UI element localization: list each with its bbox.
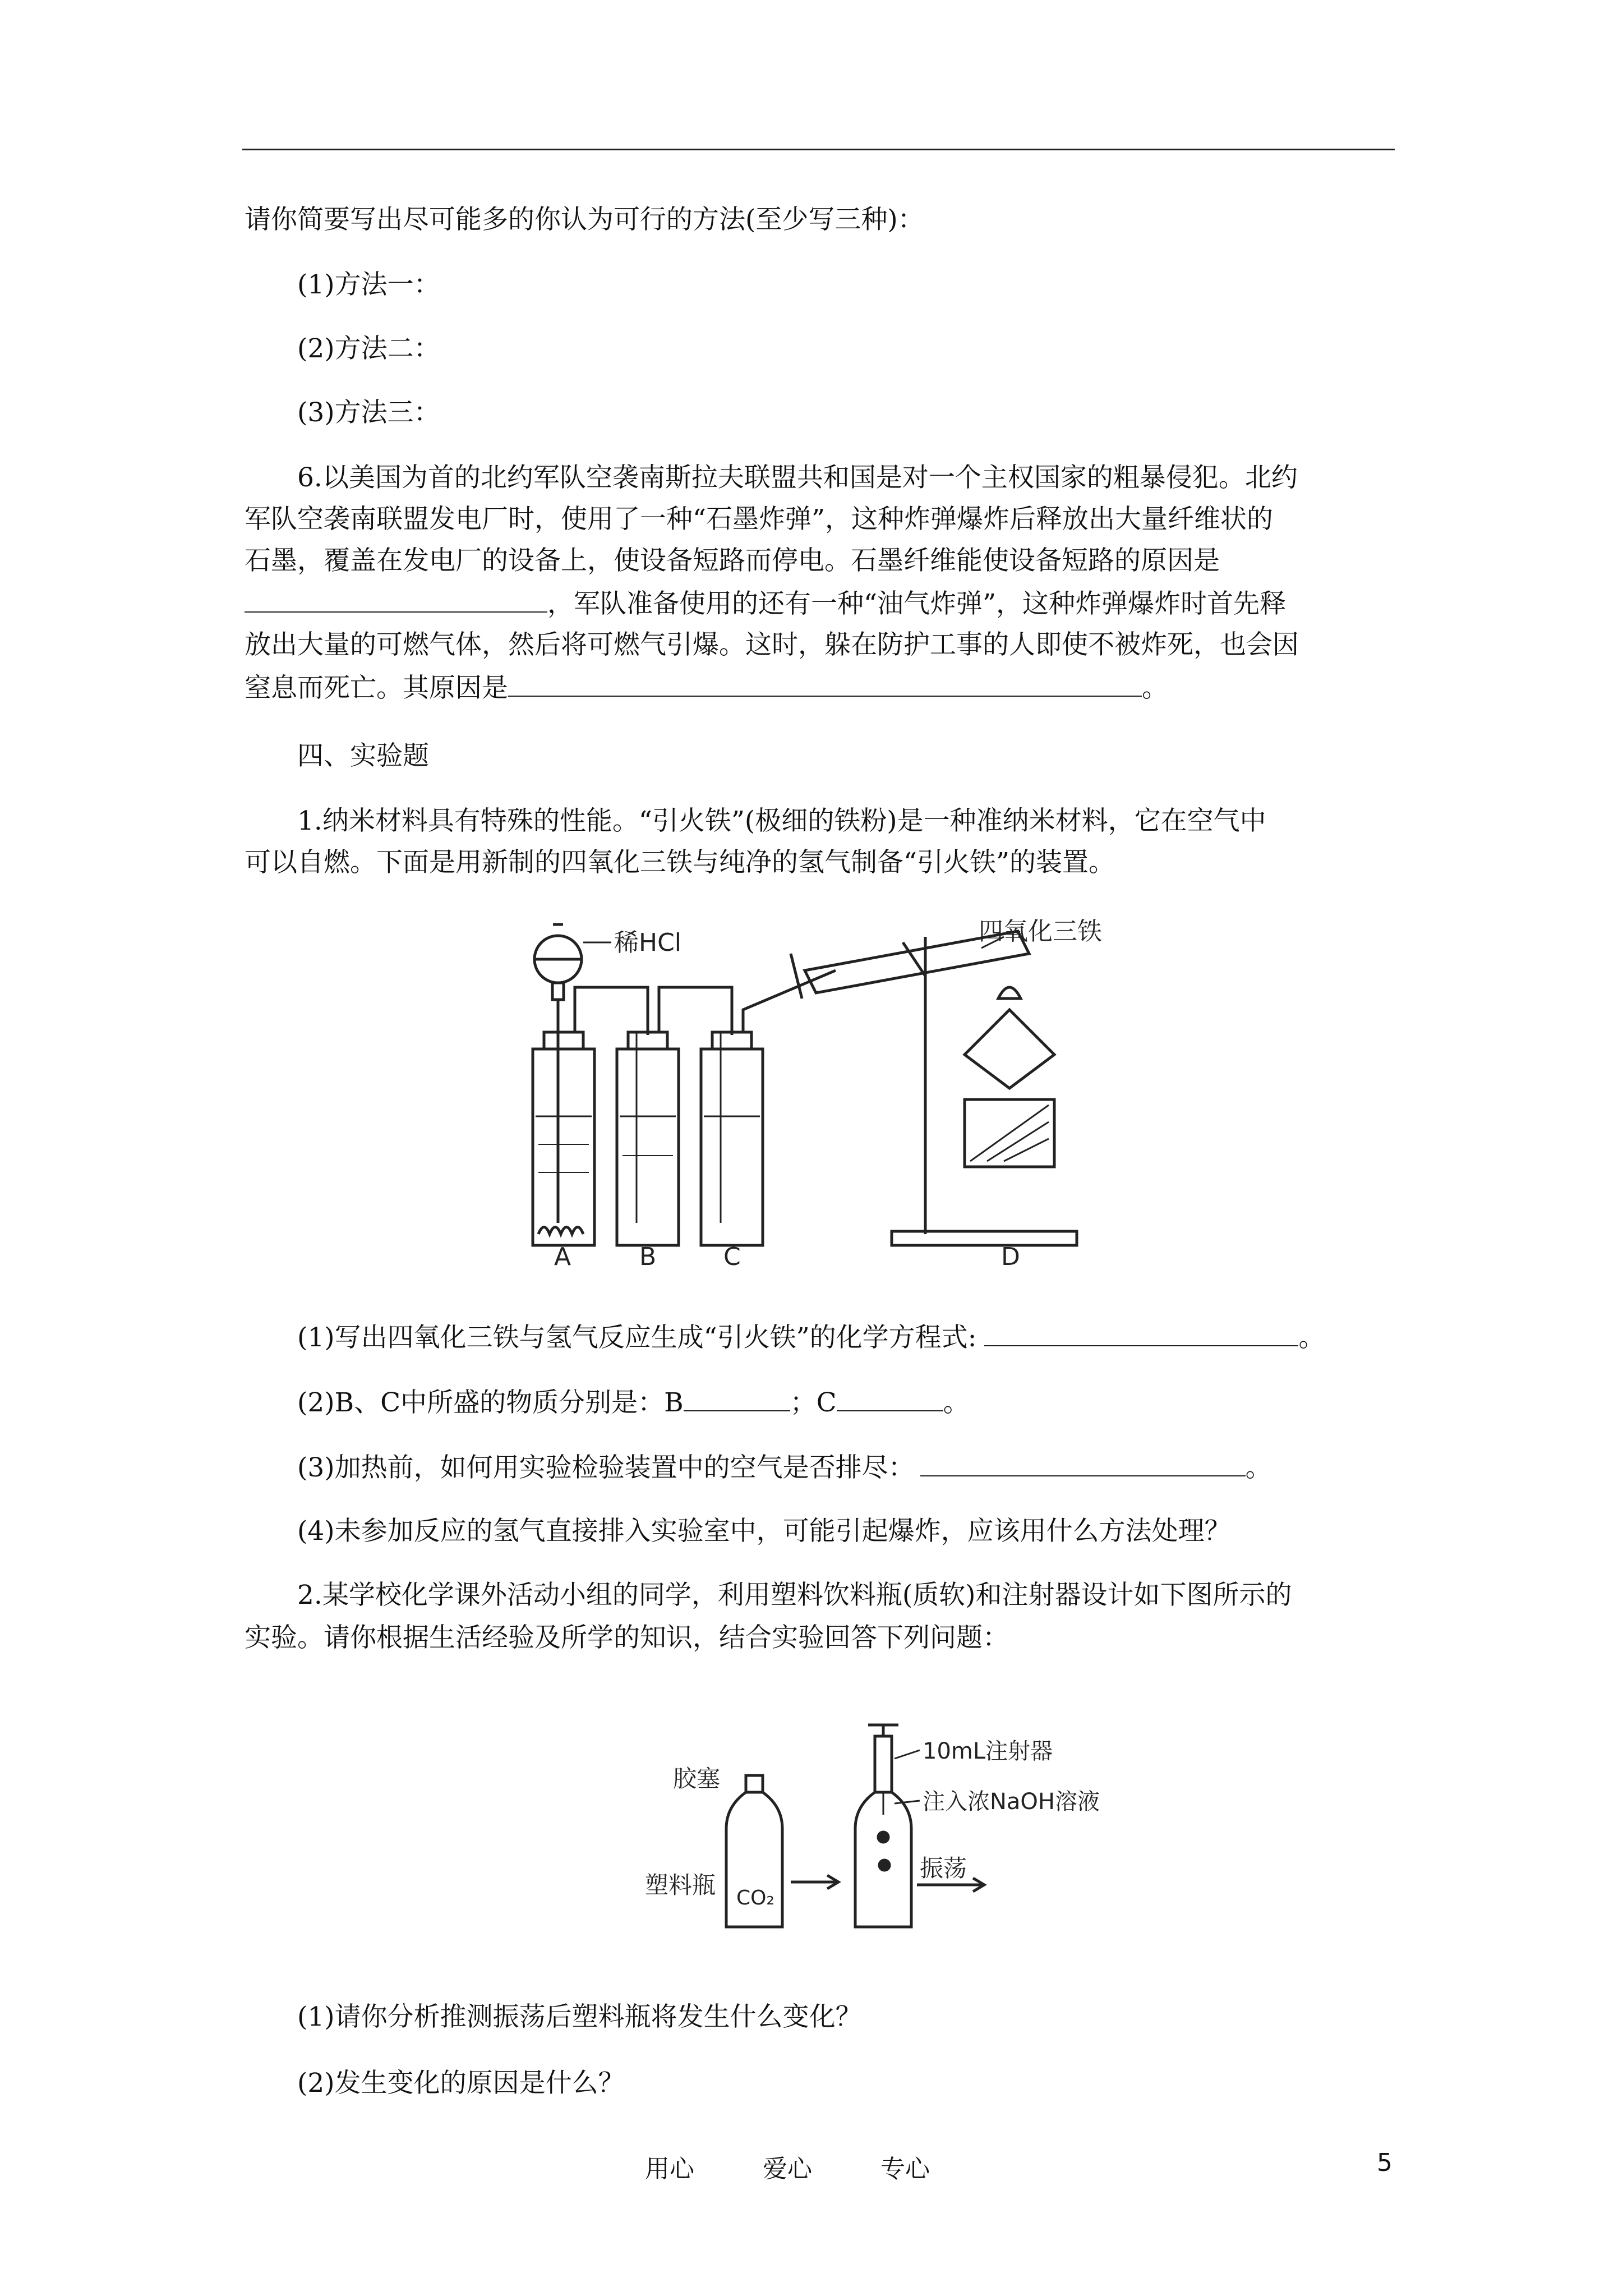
q6-line-4 [245,587,1286,621]
e1-q2-text-c: ；C [790,1387,837,1418]
e1-line-1: 1.纳米材料具有特殊的性能。“引火铁”(极细的铁粉)是一种准纳米材料，它在空气中 [297,806,1266,836]
q6-line-3: 石墨，覆盖在发电厂的设备上，使设备短路而停电。石墨纤维能使设备短路的原因是 [245,545,1220,576]
q6-line-4-text: ，军队准备使用的还有一种“油气炸弹”，这种炸弹爆炸时首先释 [547,588,1287,619]
e1-q2-text: (2)B、C中所盛的物质分别是：B [297,1387,684,1418]
q6-line-1: 6.以美国为首的北约军队空袭南斯拉夫联盟共和国是对一个主权国家的粗暴侵犯。北约 [297,462,1298,493]
header-rule [242,149,1395,150]
e1-q3-period: 。 [1245,1452,1272,1483]
tube-b-c [659,987,732,1035]
bottle-a-zinc [538,1227,583,1235]
q6-line-6 [245,671,1168,705]
e1-q1-blank[interactable] [984,1320,1298,1346]
footer-item-2: 爱心 [763,2155,812,2183]
e1-q3-blank[interactable] [920,1451,1246,1476]
q6-line-6-text: 窒息而死亡。其原因是 [245,673,508,703]
bottle-a [533,1049,594,1245]
e1-q2-blank-c[interactable] [837,1386,943,1411]
bottle-c [701,1049,763,1245]
footer-item-3: 专心 [880,2155,930,2183]
q6-line-2: 军队空袭南联盟发电厂时，使用了一种“石墨炸弹”，这种炸弹爆炸后释放出大量纤维状的 [245,504,1274,535]
q6-period: 。 [1142,673,1168,703]
drop-1 [878,1832,888,1842]
hatch-1 [970,1105,1049,1161]
lamp-body [965,1010,1054,1088]
bottle-syringe-figure [639,1725,1100,1949]
footer-item-1: 用心 [645,2155,694,2183]
co2-label: CO₂ [736,1887,774,1910]
tube-c-d [743,970,836,1032]
e1-q2 [297,1386,970,1420]
bottle-a-stopper [544,1032,583,1049]
page-number: 5 [1377,2148,1393,2177]
label-c: C [723,1243,741,1271]
stopper-label: 胶塞 [673,1765,721,1792]
shake-label: 振荡 [920,1855,967,1882]
q6-answer-blank-2[interactable] [508,671,1142,697]
naoh-leader [895,1801,920,1803]
e2-line-2: 实验。请你根据生活经验及所学的知识，结合实验回答下列问题： [245,1622,1009,1653]
naoh-label: 注入浓NaOH溶液 [923,1789,1100,1815]
apparatus-figure [522,917,1102,1271]
e1-q2-period: 。 [943,1387,970,1418]
q6-line-5: 放出大量的可燃气体，然后将可燃气引爆。这时，躲在防护工事的人即使不被炸死，也会因 [245,629,1299,660]
hatch-3 [1004,1139,1049,1161]
fe3o4-label: 四氧化三铁 [979,917,1102,946]
left-bottle-stopper [746,1775,763,1792]
bottle-label: 塑料瓶 [645,1871,716,1899]
e2-q1: (1)请你分析推测振荡后塑料瓶将发生什么变化？ [297,2001,862,2032]
tube-a-b [575,987,648,1035]
e1-q1-period: 。 [1298,1322,1325,1353]
e1-q3 [297,1451,1272,1485]
e1-line-2: 可以自燃。下面是用新制的四氧化三铁与纯净的氢气制备“引火铁”的装置。 [245,847,1115,878]
flame [998,987,1021,999]
e2-q2: (2)发生变化的原因是什么？ [297,2068,625,2099]
tube-inlet-bend [791,954,802,999]
q6-answer-blank-1[interactable] [245,587,547,613]
e2-line-1: 2.某学校化学课外活动小组的同学，利用塑料饮料瓶(质软)和注射器设计如下图所示的 [297,1580,1292,1611]
label-a: A [554,1243,571,1271]
syringe-leader [895,1750,920,1759]
bottle-b [617,1049,679,1245]
e1-q4: (4)未参加反应的氢气直接排入实验室中，可能引起爆炸，应该用什么方法处理？ [297,1516,1231,1547]
syringe-barrel [875,1736,892,1792]
method-3: (3)方法三： [297,397,440,428]
section-4-heading: 四、实验题 [297,740,429,771]
e1-q1-text: (1)写出四氧化三铁与氢气反应生成“引火铁”的化学方程式: [297,1322,977,1353]
intro-text: 请你简要写出尽可能多的你认为可行的方法(至少写三种)： [245,204,924,235]
funnel-stopcock [552,983,564,1000]
label-b: B [639,1243,657,1271]
hcl-label: 稀HCl [614,928,682,957]
e1-q1 [297,1320,1325,1355]
drop-2 [879,1860,889,1870]
syringe-label: 10mL注射器 [923,1738,1053,1764]
e1-q3-text: (3)加热前，如何用实验检验装置中的空气是否排尽： [297,1452,915,1483]
e1-q2-blank-b[interactable] [684,1386,790,1411]
label-d: D [1001,1243,1020,1271]
method-1: (1)方法一： [297,269,440,300]
method-2: (2)方法二： [297,333,440,364]
stand-base [892,1231,1077,1245]
